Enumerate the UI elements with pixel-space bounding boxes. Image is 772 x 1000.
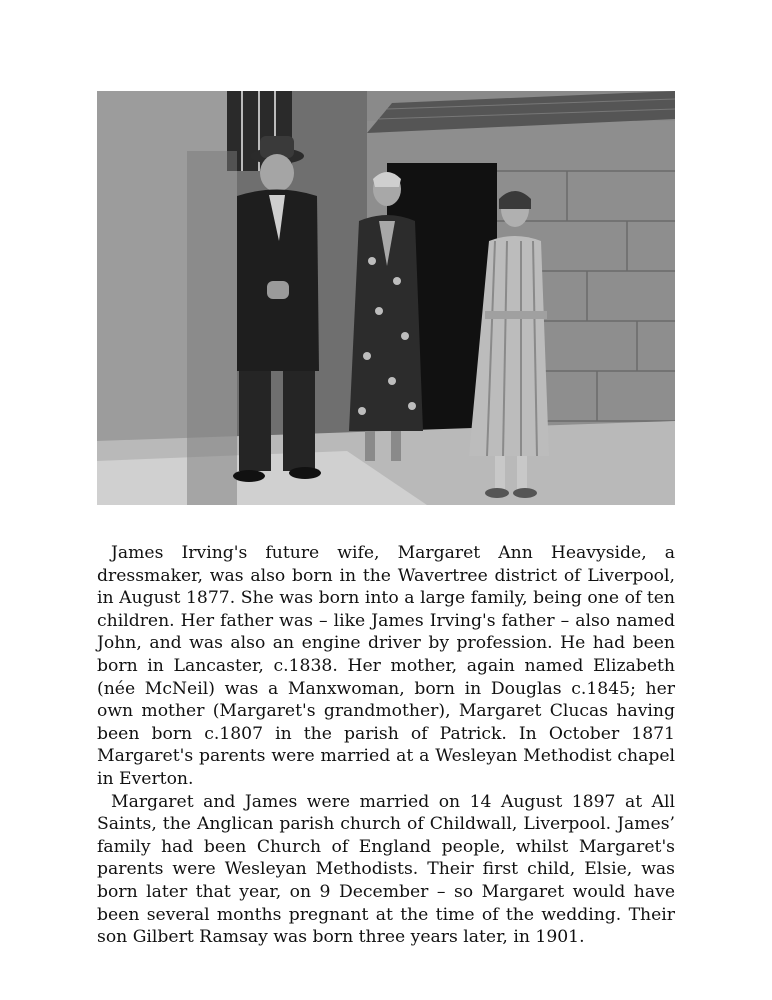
paragraph-marriage: Margaret and James were married on 14 August 1897 at All Saints, the Anglican parish church of Childwall, Liverpool. James’ family had been Church of England people, whilst Margaret's parents were Wesleyan Methodists. Their first child, Elsie, was born later that year, on 9 December – so Margaret would have been several months pregnant at the time of the wedding. Their son Gilbert Ramsay was born three years later, in 1901. <box>97 791 675 948</box>
paragraph-margaret-background: James Irving's future wife, Margaret Ann Heavyside, a dressmaker, was also born in the Wavertree district of Liverpool, in August 1877. She was born into a large family, being one of ten children. Her father was – like James Irving's father – also named John, and was also an engine driver by profession. He had been born in Lancaster, c.1838. Her mother, again named Elizabeth (née McNeil) was a Manxwoman, born in Douglas c.1845; her own mother (Margaret's grandmother), Margaret Clucas having been born c.1807 in the parish of Patrick. In October 1871 Margaret's parents were married at a Wesleyan Methodist chapel in Everton. <box>97 543 675 789</box>
family-photograph <box>97 91 675 505</box>
body-text <box>97 542 675 949</box>
photograph-illustration <box>97 91 675 505</box>
